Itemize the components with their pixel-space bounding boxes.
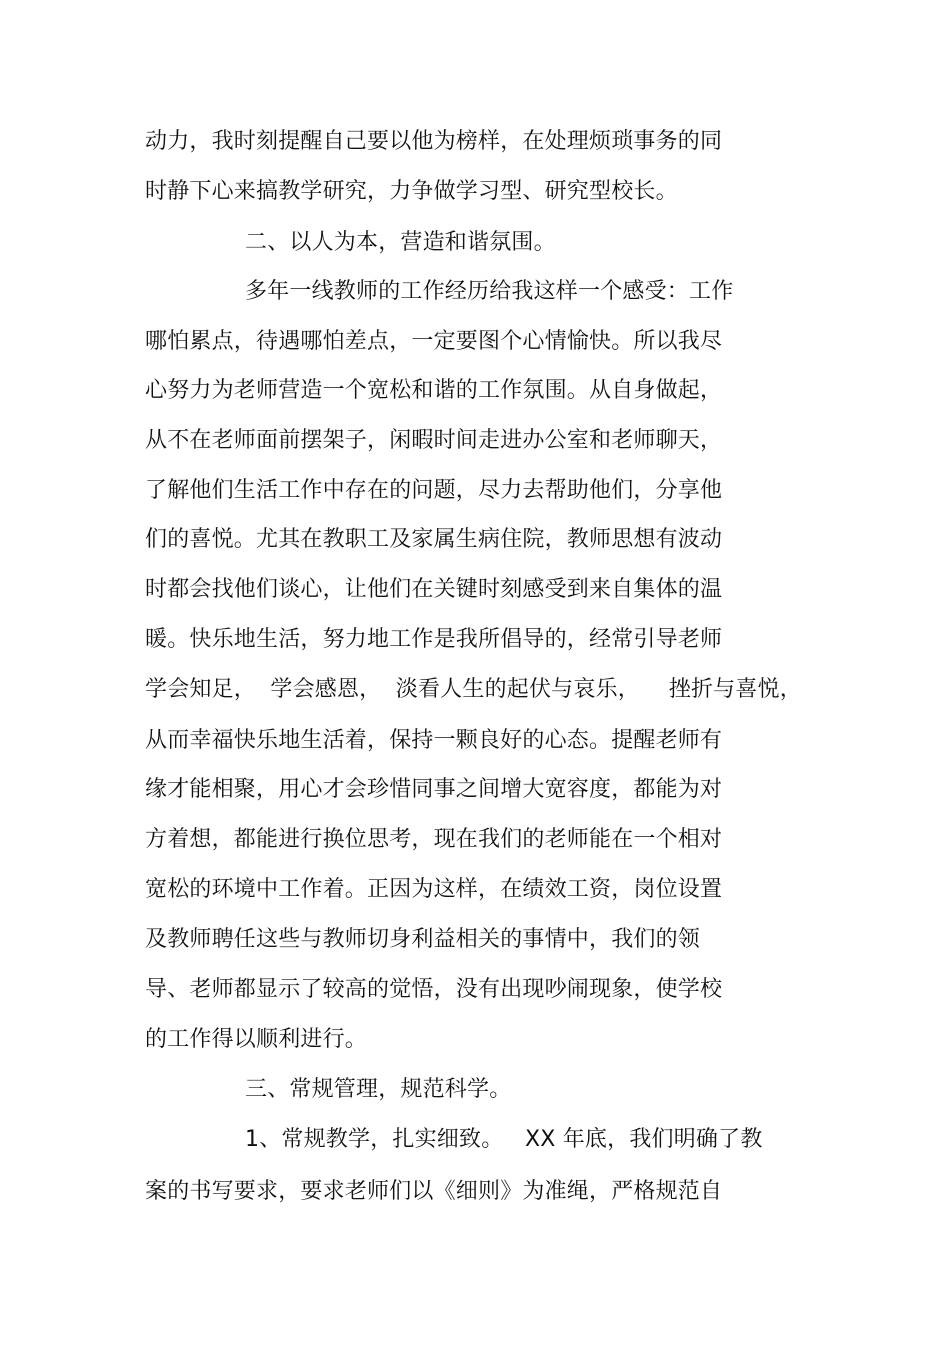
text-line: 了解他们生活工作中存在的问题，尽力去帮助他们，分享他 — [145, 478, 723, 503]
text-line: 缘才能相聚，用心才会珍惜同事之间增大宽容度，都能为对 — [145, 777, 723, 802]
section-heading: 三、常规管理，规范科学。 — [245, 1077, 512, 1102]
text-line: 导、老师都显示了较高的觉悟，没有出现吵闹现象，使学校 — [145, 977, 723, 1002]
text-line: 案的书写要求，要求老师们以《细则》为准绳，严格规范自 — [145, 1179, 723, 1204]
text-line: 心努力为老师营造一个宽松和谐的工作氛围。从自身做起， — [145, 378, 723, 403]
section-heading: 二、以人为本，营造和谐氛围。 — [245, 230, 556, 255]
text-line: 哪怕累点，待遇哪怕差点，一定要图个心情愉快。所以我尽 — [145, 329, 723, 354]
text-line: 方着想，都能进行换位思考，现在我们的老师能在一个相对 — [145, 827, 723, 852]
text-line: 时都会找他们谈心，让他们在关键时刻感受到来自集体的温 — [145, 577, 723, 602]
text-line: 的工作得以顺利进行。 — [145, 1027, 368, 1052]
paragraph-start-line: 多年一线教师的工作经历给我这样一个感受：工作 — [245, 279, 734, 304]
text-line: 学会知足， 学会感恩， 淡看人生的起伏与哀乐， 挫折与喜悦， — [145, 677, 802, 702]
text-line: 动力，我时刻提醒自己要以他为榜样，在处理烦琐事务的同 — [145, 129, 723, 154]
text-line: 暖。快乐地生活，努力地工作是我所倡导的，经常引导老师 — [145, 627, 723, 652]
text-line: 从不在老师面前摆架子，闲暇时间走进办公室和老师聊天， — [145, 428, 723, 453]
text-line: 从而幸福快乐地生活着，保持一颗良好的心态。提醒老师有 — [145, 728, 723, 753]
text-line: 们的喜悦。尤其在教职工及家属生病住院，教师思想有波动 — [145, 527, 723, 552]
text-line: 时静下心来搞教学研究，力争做学习型、研究型校长。 — [145, 179, 678, 204]
text-line: 宽松的环境中工作着。正因为这样，在绩效工资，岗位设置 — [145, 877, 723, 902]
text-line: 及教师聘任这些与教师切身利益相关的事情中，我们的领 — [145, 927, 701, 952]
paragraph-start-line: 1、常规教学，扎实细致。 XX 年底，我们明确了教 — [245, 1127, 763, 1152]
